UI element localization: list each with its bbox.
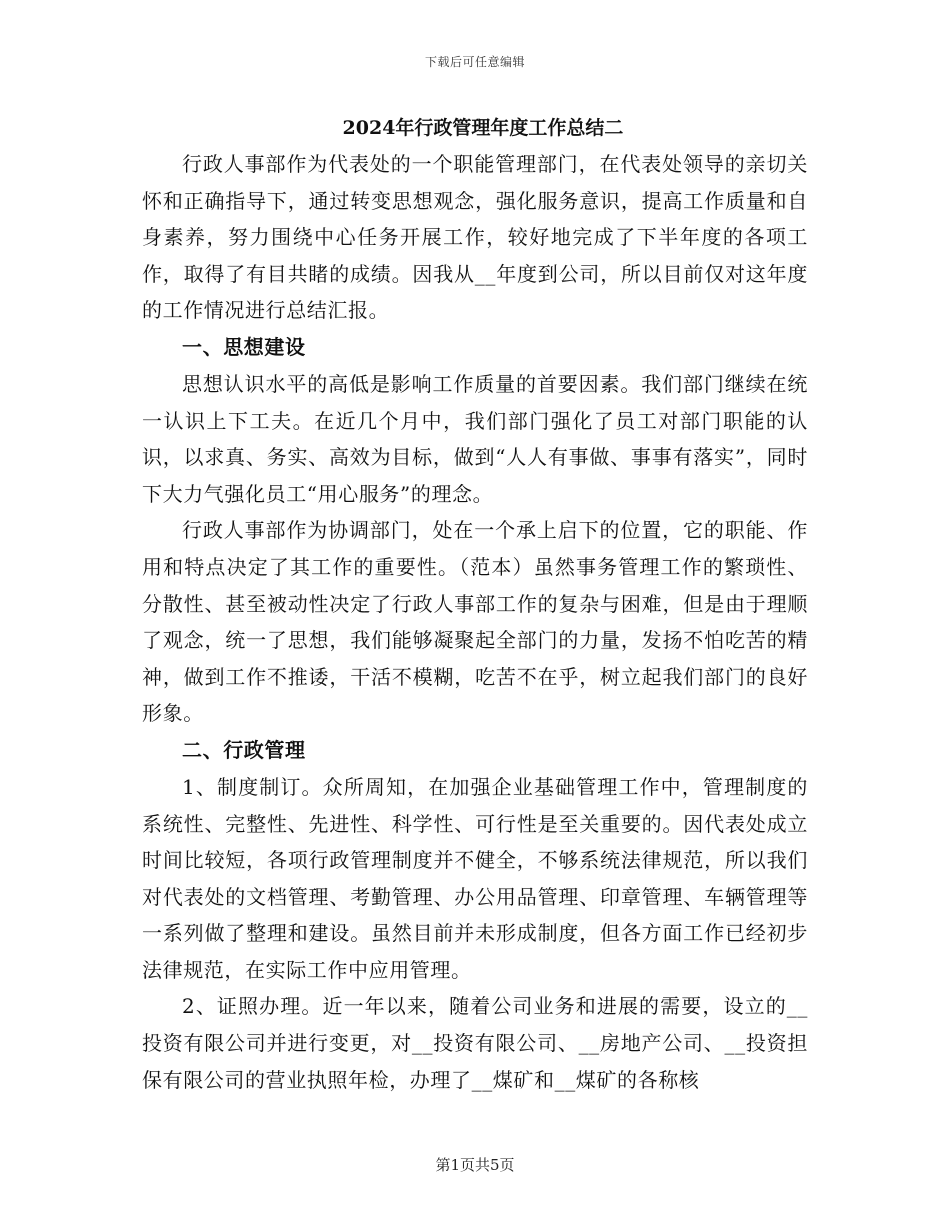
document-title: 2024年行政管理年度工作总结二	[342, 117, 624, 139]
admin-paragraph-1: 1、制度制订。众所周知，在加强企业基础管理工作中，管理制度的系统性、完整性、先进性、科学性、可行性是至关重要的。因代表处成立时间比较短，各项行政管理制度并不健全，不够系统法律规范，所以我们对代表处的文档管理、考勤管理、办公用品管理、印章管理、车辆管理等一系列做了整理和建设。虽然目前并未形成制度，但各方面工作已经初步法律规范，在实际工作中应用管理。	[142, 774, 808, 982]
section-heading-admin: 二、行政管理	[182, 737, 306, 762]
admin-paragraph-2: 2、证照办理。近一年以来，随着公司业务和进展的需要，设立的__投资有限公司并进行变更，对__投资有限公司、__房地产公司、__投资担保有限公司的营业执照年检，办理了__煤矿和__煤矿的各称核	[142, 994, 808, 1092]
page-header-note: 下载后可任意编辑	[424, 55, 525, 69]
ideology-paragraph-2: 行政人事部作为协调部门，处在一个承上启下的位置，它的职能、作用和特点决定了其工作的重要性。（范本）虽然事务管理工作的繁琐性、分散性、甚至被动性决定了行政人事部工作的复杂与困难，但是由于理顺了观念，统一了思想，我们能够凝聚起全部门的力量，发扬不怕吃苦的精神，做到工作不推诿，干活不模糊，吃苦不在乎，树立起我们部门的良好形象。	[142, 518, 808, 726]
section-heading-ideology: 一、思想建设	[182, 334, 306, 359]
intro-paragraph: 行政人事部作为代表处的一个职能管理部门，在代表处领导的亲切关怀和正确指导下，通过转变思想观念，强化服务意识，提高工作质量和自身素养，努力围绕中心任务开展工作，较好地完成了下半年度的各项工作，取得了有目共睹的成绩。因我从__年度到公司，所以目前仅对这年度的工作情况进行总结汇报。	[142, 152, 808, 323]
document-body	[142, 112, 808, 1098]
ideology-paragraph-1: 思想认识水平的高低是影响工作质量的首要因素。我们部门继续在统一认识上下工夫。在近几个月中，我们部门强化了员工对部门职能的认识，以求真、务实、高效为目标，做到“人人有事做、事事有落实”，同时下大力气强化员工“用心服务”的理念。	[142, 371, 808, 506]
page-footer: 第1页共5页	[435, 1156, 515, 1174]
